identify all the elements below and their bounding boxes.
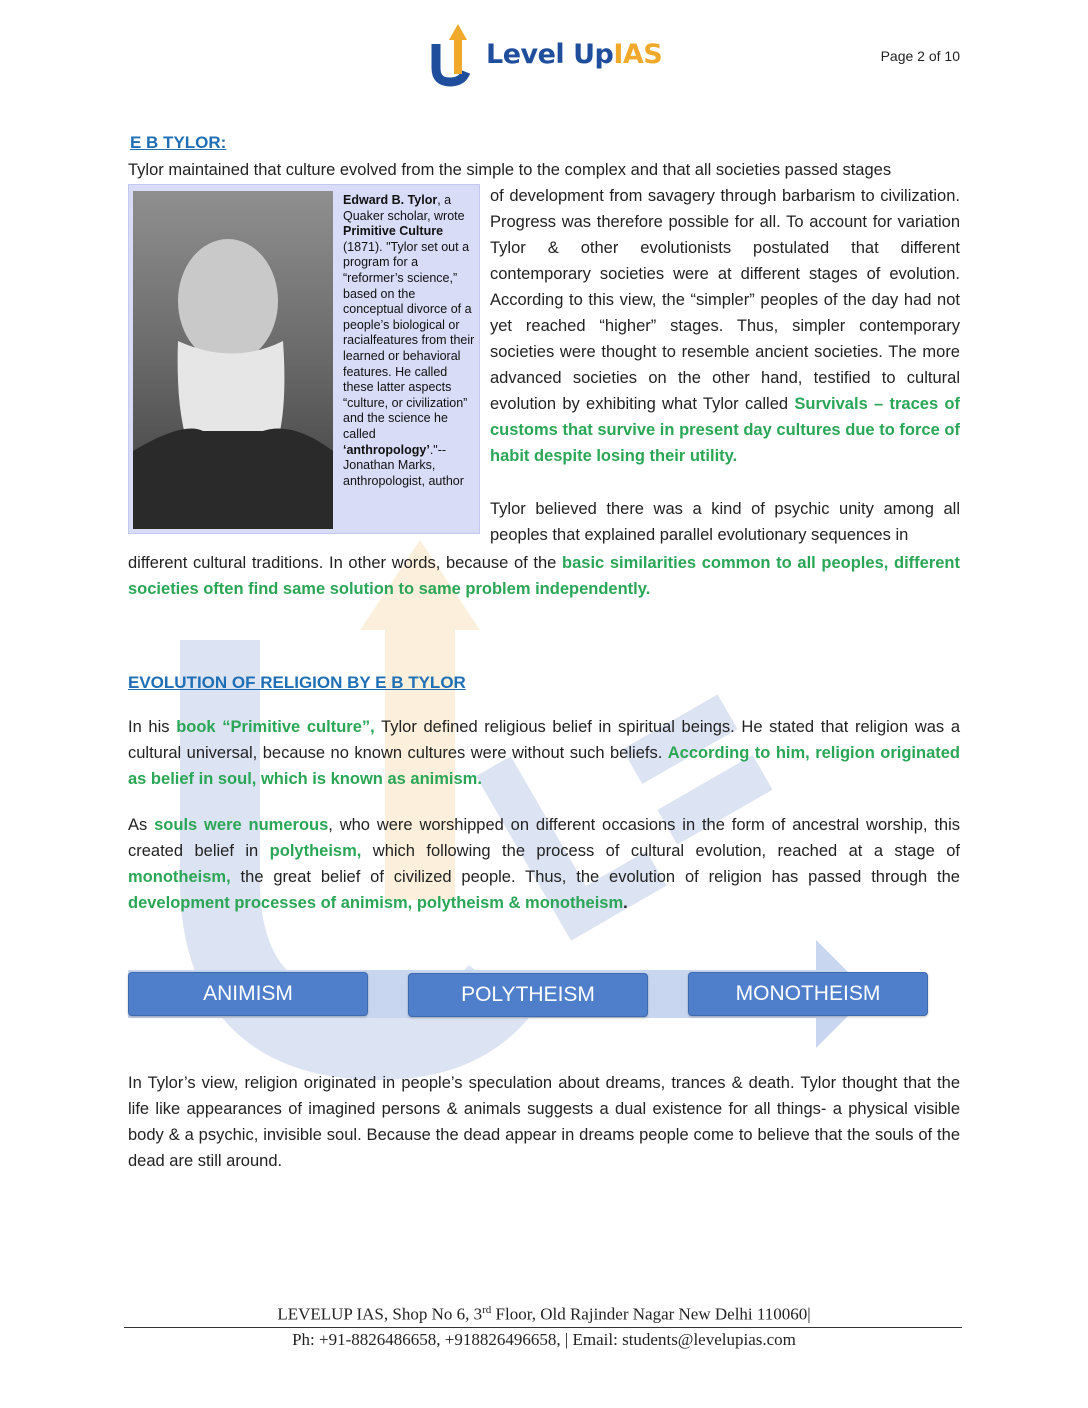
flow-step-animism: ANIMISM bbox=[128, 972, 368, 1016]
paragraph-evolution-stages: of development from savagery through barbarism to civilization. Progress was therefore possible for all. To account for variation Tylor & other evolutionists postulated that different contemporary societies were at different stages of evolution. According to this view, the “simpler” peoples of the day had not yet reached “higher” stages. Thus, simpler contemporary societies were thought to resemble ancient societies. The more advanced societies on the other hand, testified to cultural evolution by exhibiting what Tylor called Survivals – traces of customs that survive in present day cultures due to force of habit despite losing their utility. bbox=[490, 187, 960, 465]
logo-text: Level UpIAS bbox=[486, 38, 663, 70]
page-number: Page 2 of 10 bbox=[880, 48, 960, 64]
tylor-figure bbox=[128, 184, 480, 534]
paragraph-souls: As souls were numerous, who were worshipped on different occasions in the form of ancestral worship, this created belief in polytheism, which following the process of cultural evolution, reached at a stage of monotheism, the great belief of civilized people. Thus, the evolution of religion has passed through the development processes of animism, polytheism & monotheism. bbox=[128, 816, 961, 912]
logo-mark-icon bbox=[428, 18, 480, 90]
brand-logo bbox=[428, 16, 662, 92]
footer-divider bbox=[124, 1327, 962, 1328]
tylor-portrait-image bbox=[133, 191, 333, 529]
paragraph-psychic-unity: different cultural traditions. In other words, because of the basic similarities common to all peoples, different societies often find same solution to same problem independently. bbox=[128, 554, 960, 598]
paragraph-psychic-unity-wrap: Tylor believed there was a kind of psychic unity among all peoples that explained parallel evolutionary sequences in bbox=[490, 500, 960, 544]
paragraph-dreams: In Tylor’s view, religion originated in people’s speculation about dreams, trances & death. Tylor thought that the life like appearances of imagined persons & animals suggests a dual existence for all things- a physical visible body & a psychic, invisible soul. Because the dead appear in dreams people come to believe that the souls of the dead are still around. bbox=[128, 1074, 960, 1170]
flow-step-monotheism: MONOTHEISM bbox=[688, 972, 928, 1016]
section-heading-religion: EVOLUTION OF RELIGION BY E B TYLOR bbox=[128, 673, 466, 692]
flow-step-polytheism: POLYTHEISM bbox=[408, 973, 648, 1017]
figure-caption: Edward B. Tylor, a Quaker scholar, wrote Primitive Culture (1871). "Tylor set out a program for a “reformer’s science,” based on the conceptual divorce of a people’s biological or racialfeatures from their learned or behavioral features. He called these latter aspects “culture, or civilization” and the science he called ‘anthropology’."-- Jonathan Marks, anthropologist, author bbox=[343, 193, 475, 488]
footer-address: LEVELUP IAS, Shop No 6, 3rd Floor, Old Rajinder Nagar New Delhi 110060| bbox=[277, 1304, 811, 1324]
religion-evolution-flow bbox=[128, 936, 960, 1052]
section-heading-tylor: E B TYLOR: bbox=[130, 133, 227, 152]
paragraph-intro-line: Tylor maintained that culture evolved from the simple to the complex and that all societies passed stages bbox=[128, 161, 892, 179]
footer-contact: Ph: +91-8826486658, +918826496658, | Email: students@levelupias.com bbox=[292, 1330, 796, 1349]
paragraph-primitive-culture: In his book “Primitive culture”, Tylor defined religious belief in spiritual beings. He stated that religion was a cultural universal, because no known cultures were without such beliefs. According to him, religion originated as belief in soul, which is known as animism. bbox=[128, 718, 960, 788]
